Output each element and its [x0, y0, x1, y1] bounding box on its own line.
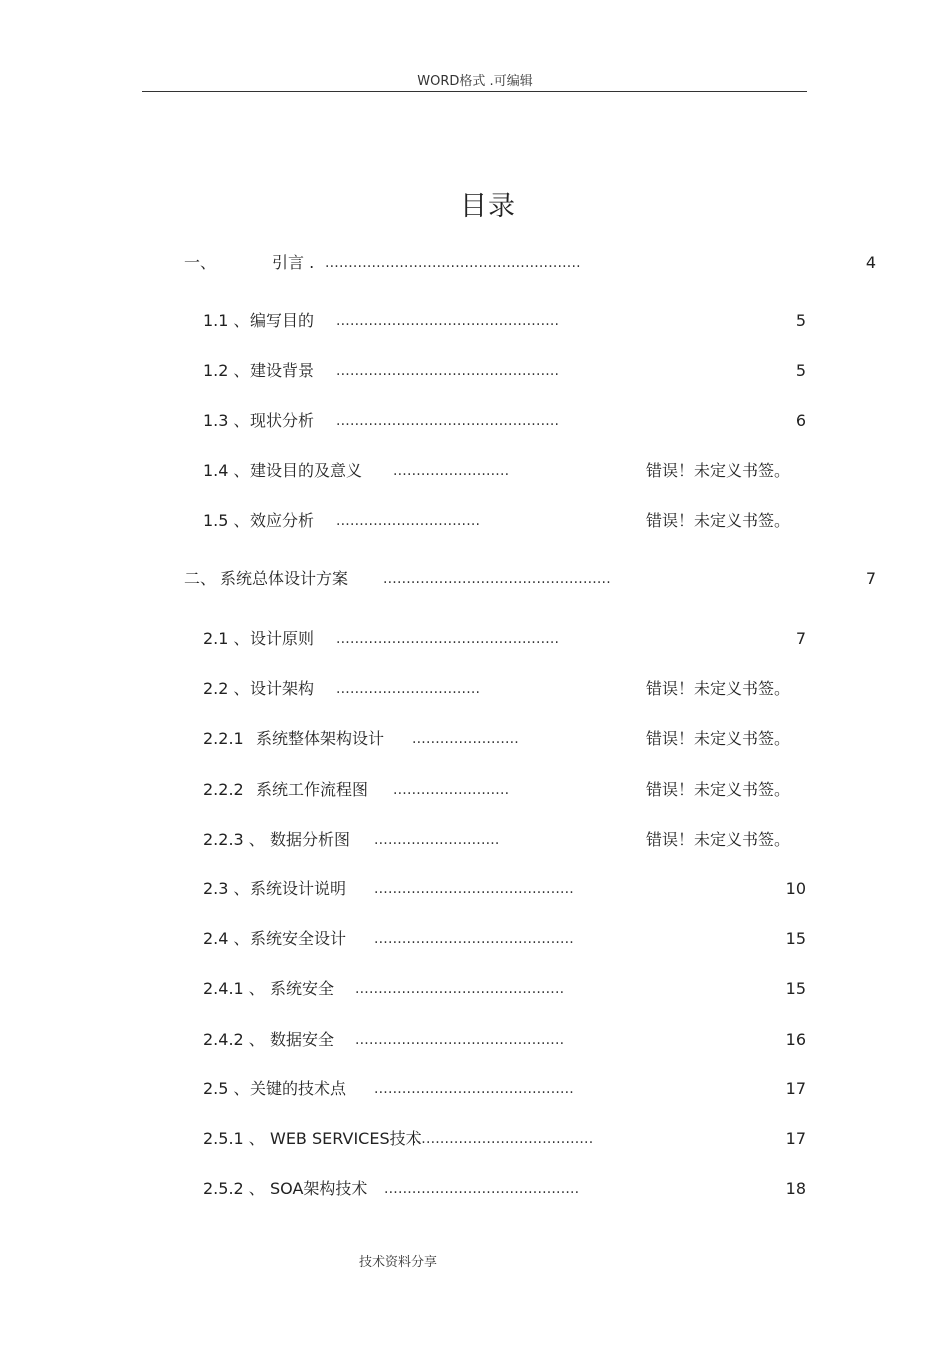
toc-entry-number: 二、 — [184, 569, 217, 588]
toc-entry-number: 1.5 、 — [203, 511, 250, 530]
toc-entry-leader: ....................................................... — [325, 255, 581, 271]
toc-entry[interactable] — [0, 727, 950, 751]
toc-entry-number: 2.2.1 — [203, 729, 244, 748]
toc-entry-label: 系统安全设计 — [250, 929, 347, 948]
toc-entry-page: 错误！未定义书签。 — [645, 461, 790, 480]
toc-entry-number: 2.3 、 — [203, 879, 250, 898]
toc-entry-leader: ............................... — [336, 513, 481, 529]
toc-entry-leader: ............................... — [336, 681, 481, 697]
toc-entry-page: 错误！未定义书签。 — [645, 511, 790, 530]
toc-entry-page: 错误！未定义书签。 — [645, 780, 790, 799]
toc-entry-page: 4 — [865, 253, 876, 272]
toc-entry-label: 建设背景 — [250, 361, 315, 380]
toc-entry-leader: ....................................... — [412, 1131, 594, 1147]
toc-entry-label: 数据分析图 — [270, 830, 351, 849]
toc-title: 目录 — [460, 191, 516, 222]
toc-entry[interactable] — [0, 1177, 950, 1201]
toc-entry[interactable] — [0, 359, 950, 383]
toc-entry-number: 2.2.3 、 — [203, 830, 265, 849]
toc-entry-page: 16 — [785, 1030, 806, 1049]
page-header-text: WORD格式 .可编辑 — [417, 74, 533, 89]
toc-entry[interactable] — [0, 1127, 950, 1151]
header-rule — [142, 91, 807, 92]
toc-entry-leader: ................................................ — [336, 413, 560, 429]
toc-entry[interactable] — [0, 567, 950, 591]
toc-entry-number: 2.5.1 、 — [203, 1129, 265, 1148]
toc-entry-label: 数据安全 — [270, 1030, 335, 1049]
toc-entry[interactable] — [0, 677, 950, 701]
toc-entry-label: 系统工作流程图 — [256, 780, 369, 799]
toc-entry-number: 2.4.2 、 — [203, 1030, 265, 1049]
toc-entry[interactable] — [0, 828, 950, 852]
page-footer-text: 技术资料分享 — [358, 1255, 437, 1270]
toc-entry-leader: ........................................... — [374, 1081, 574, 1097]
toc-entry-label: 设计架构 — [250, 679, 315, 698]
toc-entry-label: 编写目的 — [250, 311, 315, 330]
toc-entry-leader: ................................................ — [336, 631, 560, 647]
toc-entry-number: 2.2.2 — [203, 780, 244, 799]
toc-entry-page: 18 — [785, 1179, 806, 1198]
toc-entry-page: 17 — [785, 1079, 806, 1098]
toc-entry-label: 引言 . — [272, 253, 315, 272]
toc-entry-number: 2.2 、 — [203, 679, 250, 698]
toc-entry-number: 1.2 、 — [203, 361, 250, 380]
toc-entry-leader: ................................................. — [383, 571, 611, 587]
toc-entry-number: 一、 — [184, 253, 217, 272]
toc-entry[interactable] — [0, 627, 950, 651]
toc-entry-label: WEB SERVICES技术 — [270, 1129, 422, 1148]
toc-entry-leader: ........................... — [374, 832, 500, 848]
toc-entry[interactable] — [0, 1028, 950, 1052]
toc-entry-page: 错误！未定义书签。 — [645, 830, 790, 849]
toc-entry[interactable] — [0, 459, 950, 483]
toc-entry-page: 6 — [795, 411, 806, 430]
toc-entry-label: 系统安全 — [270, 979, 335, 998]
toc-entry-number: 1.1 、 — [203, 311, 250, 330]
toc-entry-leader: ........................................... — [374, 881, 574, 897]
toc-entry[interactable] — [0, 977, 950, 1001]
toc-entry-leader: ......................... — [393, 463, 510, 479]
toc-entry-leader: ................................................ — [336, 313, 560, 329]
toc-entry-label: 效应分析 — [250, 511, 315, 530]
toc-entry-page: 7 — [795, 629, 806, 648]
toc-entry-page: 10 — [785, 879, 806, 898]
toc-entry-label: 现状分析 — [250, 411, 315, 430]
toc-entry[interactable] — [0, 1077, 950, 1101]
toc-entry[interactable] — [0, 927, 950, 951]
toc-entry[interactable] — [0, 409, 950, 433]
toc-entry-label: 建设目的及意义 — [250, 461, 363, 480]
toc-entry-leader: ......................... — [393, 782, 510, 798]
toc-entry-leader: .......................................... — [384, 1181, 580, 1197]
toc-entry-label: SOA架构技术 — [270, 1179, 368, 1198]
toc-entry-number: 2.4.1 、 — [203, 979, 265, 998]
toc-entry-page: 17 — [785, 1129, 806, 1148]
toc-entry-number: 1.4 、 — [203, 461, 250, 480]
toc-entry-page: 错误！未定义书签。 — [645, 679, 790, 698]
toc-entry[interactable] — [0, 778, 950, 802]
toc-entry-leader: ........................................... — [374, 931, 574, 947]
toc-entry-page: 错误！未定义书签。 — [645, 729, 790, 748]
toc-entry-page: 5 — [795, 311, 806, 330]
toc-entry-leader: ............................................. — [355, 981, 565, 997]
toc-entry[interactable] — [0, 309, 950, 333]
toc-entry-number: 1.3 、 — [203, 411, 250, 430]
toc-entry-leader: ............................................. — [355, 1032, 565, 1048]
toc-entry[interactable] — [0, 509, 950, 533]
toc-entry-label: 系统总体设计方案 — [220, 569, 349, 588]
toc-entry-label: 关键的技术点 — [250, 1079, 347, 1098]
toc-entry-page: 15 — [785, 979, 806, 998]
toc-entry-page: 5 — [795, 361, 806, 380]
toc-entry-page: 15 — [785, 929, 806, 948]
toc-entry[interactable] — [0, 877, 950, 901]
toc-entry-page: 7 — [865, 569, 876, 588]
toc-entry[interactable] — [0, 251, 950, 275]
toc-entry-number: 2.1 、 — [203, 629, 250, 648]
toc-entry-label: 设计原则 — [250, 629, 315, 648]
toc-entry-number: 2.4 、 — [203, 929, 250, 948]
toc-entry-label: 系统整体架构设计 — [256, 729, 385, 748]
toc-entry-label: 系统设计说明 — [250, 879, 347, 898]
toc-entry-number: 2.5.2 、 — [203, 1179, 265, 1198]
toc-entry-number: 2.5 、 — [203, 1079, 250, 1098]
toc-entry-leader: ................................................ — [336, 363, 560, 379]
toc-entry-leader: ....................... — [412, 731, 519, 747]
